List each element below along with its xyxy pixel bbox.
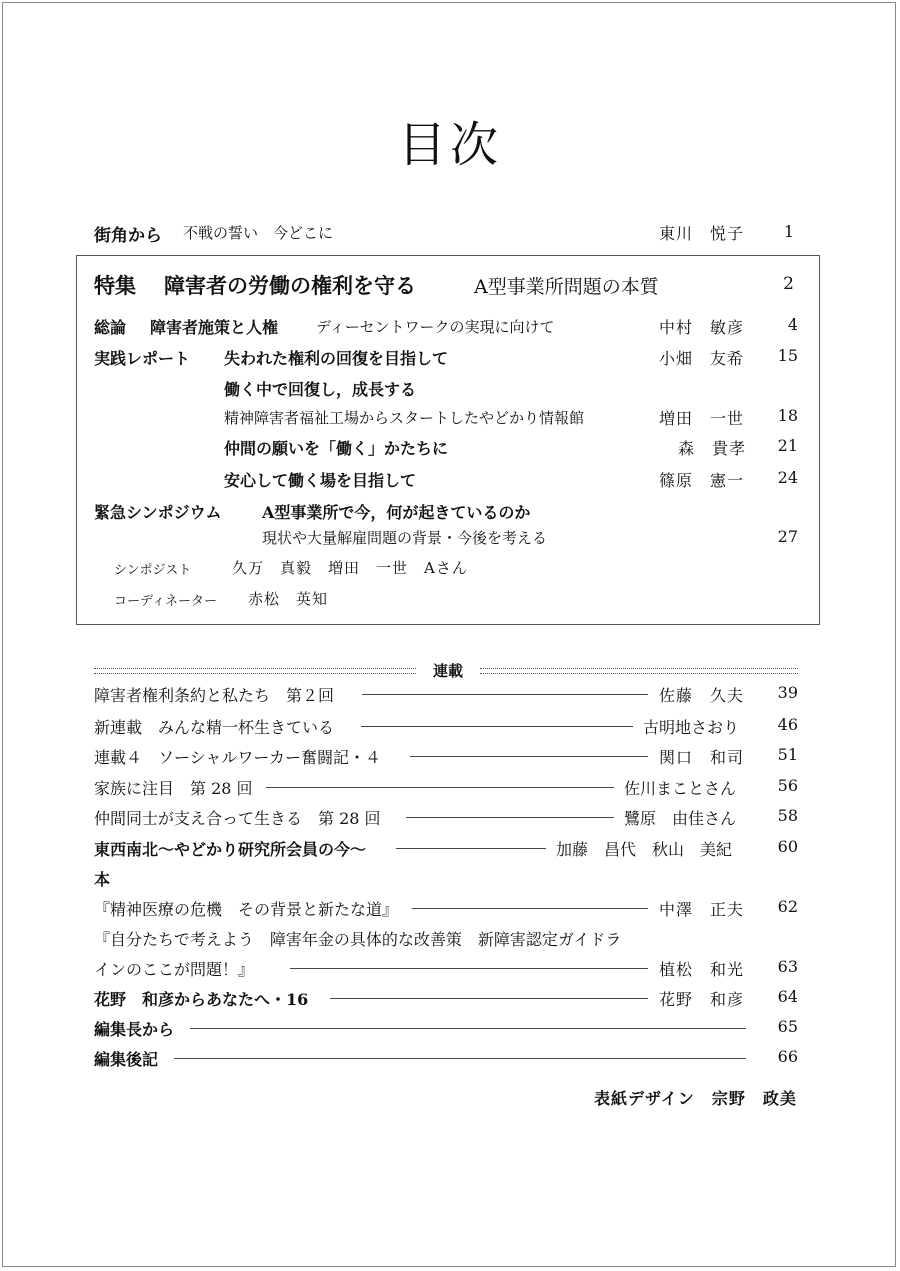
leader-line bbox=[406, 817, 614, 818]
series-item-title: 編集後記 bbox=[94, 1050, 159, 1069]
series-item-page: 65 bbox=[777, 1017, 798, 1036]
series-item-author: 植松 和光 bbox=[659, 960, 745, 979]
symposium-title: A型事業所で今，何が起きているのか bbox=[262, 503, 531, 522]
report-author: 篠原 憲一 bbox=[659, 471, 745, 490]
series-item-title: 本 bbox=[94, 870, 111, 889]
report-title: 安心して働く場を目指して bbox=[224, 471, 417, 490]
street-corner-page: 1 bbox=[783, 222, 794, 241]
report-page: 24 bbox=[777, 468, 798, 487]
series-item-title: インのここが問題！』 bbox=[94, 960, 255, 979]
report-title: 失われた権利の回復を目指して bbox=[224, 349, 449, 368]
feature-title: 障害者の労働の権利を守る bbox=[164, 274, 416, 298]
series-item-title: 新連載 みんな精一杯生きている bbox=[94, 718, 335, 737]
cover-design-credit: 表紙デザイン 宗野 政美 bbox=[594, 1089, 797, 1108]
series-item-page: 56 bbox=[777, 776, 798, 795]
series-item-author: 中澤 正夫 bbox=[659, 900, 745, 919]
series-item-author: 佐川まことさん bbox=[624, 779, 737, 798]
report-page: 18 bbox=[777, 406, 798, 425]
series-item-page: 63 bbox=[777, 957, 798, 976]
series-item-page: 66 bbox=[777, 1047, 798, 1066]
series-heading: 連載 bbox=[432, 662, 463, 680]
coordinator-name: 赤松 英知 bbox=[248, 590, 329, 608]
leader-line bbox=[266, 787, 614, 788]
leader-line bbox=[174, 1058, 746, 1059]
symposium-subtitle: 現状や大量解雇問題の背景・今後を考える bbox=[262, 529, 548, 547]
page-frame bbox=[2, 2, 896, 1267]
report-subtitle: 精神障害者福祉工場からスタートしたやどかり情報館 bbox=[224, 409, 585, 427]
series-item-author: 花野 和彦 bbox=[659, 990, 745, 1009]
series-item-title: 連載４ ソーシャルワーカー奮闘記・４ bbox=[94, 748, 382, 767]
report-author: 増田 一世 bbox=[659, 409, 745, 428]
leader-line bbox=[330, 998, 648, 999]
feature-subtitle: A型事業所問題の本質 bbox=[474, 276, 659, 298]
series-item-author: 鷺原 由佳さん bbox=[624, 809, 737, 828]
series-item-author: 関口 和司 bbox=[659, 748, 745, 767]
feature-label: 特集 bbox=[94, 274, 136, 298]
leader-line bbox=[396, 848, 546, 849]
report-author: 小畑 友希 bbox=[659, 349, 745, 368]
panelist-names: 久万 真毅 増田 一世 Aさん bbox=[232, 559, 468, 577]
leader-line bbox=[190, 1028, 746, 1029]
report-title: 仲間の願いを「働く」かたちに bbox=[224, 439, 449, 458]
leader-line bbox=[410, 756, 648, 757]
leader-line bbox=[362, 694, 648, 695]
series-item-author: 加藤 昌代 秋山 美紀 bbox=[556, 840, 733, 859]
leader-line bbox=[290, 968, 648, 969]
symposium-label: 緊急シンポジウム bbox=[94, 503, 222, 522]
leader-line bbox=[412, 908, 648, 909]
series-item-title: 仲間同士が支え合って生きる 第 28 回 bbox=[94, 809, 381, 828]
leader-line bbox=[361, 726, 633, 727]
series-item-page: 60 bbox=[777, 837, 798, 856]
overview-page: 4 bbox=[787, 315, 798, 334]
overview-title: 障害者施策と人権 bbox=[150, 318, 279, 337]
series-item-title: 花野 和彦からあなたへ・16 bbox=[94, 990, 309, 1009]
overview-subtitle: ディーセントワークの実現に向けて bbox=[316, 318, 555, 336]
report-author: 森 貴孝 bbox=[678, 439, 747, 458]
series-item-title: 家族に注目 第 28 回 bbox=[94, 779, 253, 798]
street-corner-label: 街角から bbox=[94, 226, 162, 246]
series-item-page: 62 bbox=[777, 897, 798, 916]
series-item-title: 東西南北〜やどかり研究所会員の今〜 bbox=[94, 840, 367, 859]
overview-author: 中村 敏彦 bbox=[659, 318, 745, 337]
feature-page: 2 bbox=[783, 274, 794, 294]
series-item-page: 39 bbox=[777, 683, 798, 702]
series-item-title: 『自分たちで考えよう 障害年金の具体的な改善策 新障害認定ガイドラ bbox=[94, 930, 622, 949]
series-divider-right bbox=[480, 668, 798, 674]
series-item-page: 46 bbox=[777, 715, 798, 734]
report-title: 働く中で回復し，成長する bbox=[224, 380, 417, 399]
series-item-author: 佐藤 久夫 bbox=[659, 686, 745, 705]
series-item-title: 編集長から bbox=[94, 1020, 175, 1039]
street-corner-author: 東川 悦子 bbox=[659, 224, 745, 243]
symposium-page: 27 bbox=[777, 527, 798, 546]
series-item-page: 64 bbox=[777, 987, 798, 1006]
series-item-title: 『精神医療の危機 その背景と新たな道』 bbox=[94, 900, 399, 919]
series-item-author: 古明地さおり bbox=[643, 718, 740, 737]
series-item-title: 障害者権利条約と私たち 第２回 bbox=[94, 686, 335, 705]
street-corner-title: 不戦の誓い 今どこに bbox=[183, 224, 334, 242]
series-divider-left bbox=[94, 668, 416, 674]
report-label: 実践レポート bbox=[94, 349, 191, 368]
series-item-page: 58 bbox=[777, 806, 798, 825]
overview-label: 総論 bbox=[94, 318, 127, 337]
panelist-label: シンポジスト bbox=[114, 563, 192, 578]
report-page: 21 bbox=[777, 436, 798, 455]
coordinator-label: コーディネーター bbox=[114, 594, 217, 609]
page-title: 目次 bbox=[397, 117, 502, 173]
report-page: 15 bbox=[777, 346, 798, 365]
series-item-page: 51 bbox=[777, 745, 798, 764]
